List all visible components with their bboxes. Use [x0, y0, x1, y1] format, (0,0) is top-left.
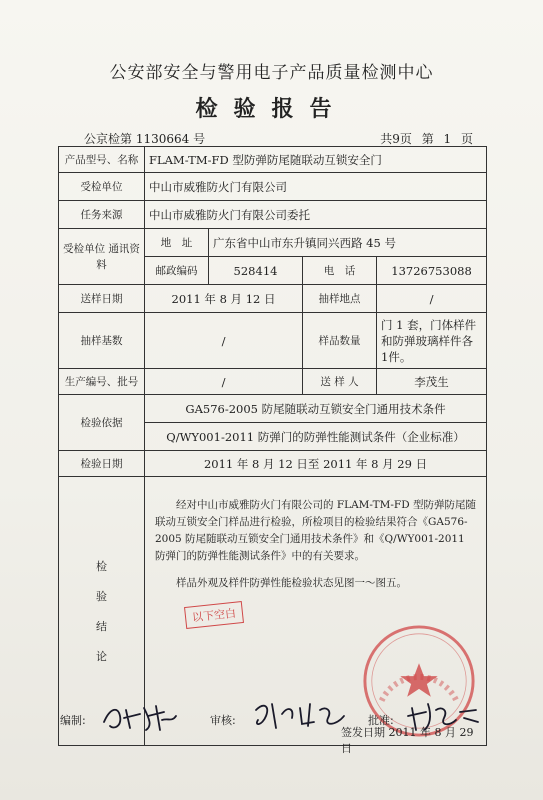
page-count: 共9页 第 1 页 [380, 132, 473, 146]
sample-qty-value: 门 1 套，门体样件和防弹玻璃样件各 1件。 [377, 313, 487, 369]
approved-label: 批准: [368, 714, 394, 727]
client-label: 受检单位 [59, 173, 145, 201]
row-address [59, 229, 487, 257]
phone-label: 电 话 [303, 257, 377, 285]
test-date-label: 检验日期 [59, 451, 145, 477]
sampling-site-label: 抽样地点 [303, 285, 377, 313]
basis-standard-1: GA576-2005 防尾随联动互锁安全门通用技术条件 [145, 395, 487, 423]
sample-qty-label: 样品数量 [303, 313, 377, 369]
conclusion-char: 结 [96, 620, 107, 633]
source-value: 中山市威雅防火门有限公司委托 [145, 201, 487, 229]
conclusion-paragraph: 经对中山市威雅防火门有限公司的 FLAM-TM-FD 型防弹防尾随联动互锁安全门样品进行检验，所检项目的检验结果符合《GA576-2005 防尾随联动互锁安全门通用技术条件》和《Q/WY001-2011 防弹门的防弹性能测试条件》中的有关要求。 [155, 499, 476, 562]
row-delivery [59, 285, 487, 313]
test-date-value: 2011 年 8 月 12 日至 2011 年 8 月 29 日 [145, 451, 487, 477]
blank-below-stamp: 以下空白 [184, 601, 244, 629]
phone-value: 13726753088 [377, 257, 487, 285]
row-product [59, 147, 487, 173]
postcode-value: 528414 [209, 257, 303, 285]
sampling-base-label: 抽样基数 [59, 313, 145, 369]
row-basis-1 [59, 395, 487, 423]
conclusion-char: 验 [96, 590, 107, 603]
issue-date: 签发日期 2011 年 8 月 29 日 [341, 726, 474, 755]
approver-signature-icon [406, 698, 482, 734]
product-value: FLAM-TM-FD 型防弹防尾随联动互锁安全门 [145, 147, 487, 173]
delivery-date-label: 送样日期 [59, 285, 145, 313]
address-value: 广东省中山市东升镇同兴西路 45 号 [209, 229, 487, 257]
serial-value: / [145, 369, 303, 395]
product-label: 产品型号、名称 [59, 147, 145, 173]
basis-standard-2: Q/WY001-2011 防弹门的防弹性能测试条件（企业标准） [145, 423, 487, 451]
sender-value: 李茂生 [377, 369, 487, 395]
conclusion-char: 检 [96, 560, 107, 573]
contact-label: 受检单位 通讯资料 [59, 229, 145, 285]
conclusion-figure-note: 样品外观及样件防弹性能检验状态见图一～图五。 [176, 577, 407, 589]
row-serial [59, 369, 487, 395]
row-sampling [59, 313, 487, 369]
compiler-signature-icon [100, 700, 180, 734]
address-label: 地 址 [145, 229, 209, 257]
client-value: 中山市威雅防火门有限公司 [145, 173, 487, 201]
report-number: 公京检第 1130664 号 [84, 132, 206, 146]
row-source [59, 201, 487, 229]
sampling-site-value: / [377, 285, 487, 313]
sender-label: 送 样 人 [303, 369, 377, 395]
report-title: 检验报告 [195, 96, 348, 122]
postcode-label: 邮政编码 [145, 257, 209, 285]
reviewed-label: 审核: [210, 714, 236, 727]
row-test-date [59, 451, 487, 477]
basis-label: 检验依据 [59, 395, 145, 451]
compiled-label: 编制: [60, 714, 86, 727]
conclusion-char: 论 [96, 650, 107, 663]
report-form-table [58, 146, 487, 755]
serial-label: 生产编号、批号 [59, 369, 145, 395]
source-label: 任务来源 [59, 201, 145, 229]
signature-footer [60, 700, 486, 734]
sampling-base-value: / [145, 313, 303, 369]
delivery-date-value: 2011 年 8 月 12 日 [145, 285, 303, 313]
issuing-organization: 公安部安全与警用电子产品质量检测中心 [109, 63, 434, 83]
row-client [59, 173, 487, 201]
reviewer-signature-icon [250, 696, 350, 734]
